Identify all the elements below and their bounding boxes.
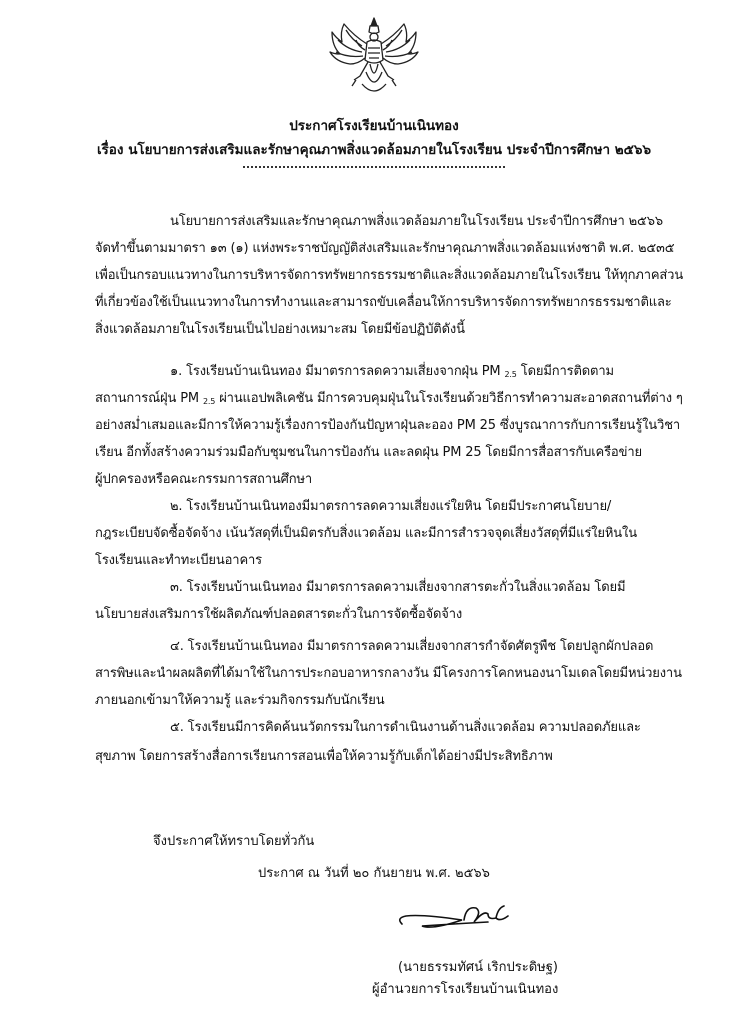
pm-subscript: 2.5	[202, 397, 216, 406]
item-1-line-4: เรียน อีกทั้งสร้างความร่วมมือกับชุมชนในการป้องกัน และลดฝุ่น PM 25 โดยมีการสื่อสารกับเครือข่าย	[95, 445, 642, 460]
intro-line-3: เพื่อเป็นกรอบแนวทางในการบริหารจัดการทรัพยากรธรรมชาติและสิ่งแวดล้อมภายในโรงเรียน ให้ทุกภาคส่วน	[95, 268, 684, 283]
announcement-subject: เรื่อง นโยบายการส่งเสริมและรักษาคุณภาพสิ่งแวดล้อมภายในโรงเรียน ประจำปีการศึกษา ๒๕๖๖	[96, 142, 652, 158]
item-1-line-5: ผู้ปกครองหรือคณะกรรมการสถานศึกษา	[95, 472, 313, 487]
intro-line-2: จัดทำขึ้นตามมาตรา ๑๓ (๑) แห่งพระราชบัญญัติส่งเสริมและรักษาคุณภาพสิ่งแวดล้อมแห่งชาติ พ.ศ. ๒๕๓๕	[95, 241, 675, 256]
dotted-divider	[243, 166, 505, 170]
garuda-emblem-icon	[326, 16, 422, 100]
item-1-line-2: สถานการณ์ฝุ่น PM $_{2.5}$ ผ่านแอปพลิเคชัน มีการควบคุมฝุ่นในโรงเรียนด้วยวิธีการทำความสะอาดสถานที่ต่าง ๆ	[95, 391, 683, 406]
item-2-line-2: กฎระเบียบจัดซื้อจัดจ้าง เน้นวัสดุที่เป็นมิตรกับสิ่งแวดล้อม และมีการสำรวจจุดเสี่ยงวัสดุที่มีแร่ใยหินใน	[95, 526, 637, 541]
item-1-line-3: อย่างสม่ำเสมอและมีการให้ความรู้เรื่องการป้องกันปัญหาฝุ่นละออง PM 25 ซึ่งบูรณาการกับการเรียนรู้ในวิชา	[95, 418, 681, 433]
item-1-line-1: ๑. โรงเรียนบ้านเนินทอง มีมาตรการลดความเสี่ยงจากฝุ่น PM $_{2.5}$ โดยมีการติดตาม	[170, 364, 614, 379]
signature-image	[392, 900, 522, 936]
closing-statement: จึงประกาศให้ทราบโดยทั่วกัน	[153, 834, 315, 849]
item-2-line-3: โรงเรียนและทำทะเบียนอาคาร	[95, 553, 262, 568]
item-5-line-2: สุขภาพ โดยการสร้างสื่อการเรียนการสอนเพื่อให้ความรู้กับเด็กได้อย่างมีประสิทธิภาพ	[95, 749, 553, 764]
pm-subscript: 2.5	[504, 370, 517, 379]
item-3-line-2: นโยบายส่งเสริมการใช้ผลิตภัณฑ์ปลอดสารตะกั่วในการจัดซื้อจัดจ้าง	[95, 607, 463, 622]
item-5-line-1: ๕. โรงเรียนมีการคิดค้นนวัตกรรมในการดำเนินงานด้านสิ่งแวดล้อม ความปลอดภัยและ	[170, 720, 641, 735]
signer-position: ผู้อำนวยการโรงเรียนบ้านเนินทอง	[372, 982, 559, 997]
item-3-line-1: ๓. โรงเรียนบ้านเนินทอง มีมาตรการลดความเสี่ยงจากสารตะกั่วในสิ่งแวดล้อม โดยมี	[170, 580, 626, 595]
announcement-title: ประกาศโรงเรียนบ้านเนินทอง	[289, 118, 459, 134]
intro-line-5: สิ่งแวดล้อมภายในโรงเรียนเป็นไปอย่างเหมาะสม โดยมีข้อปฏิบัติดังนี้	[95, 322, 465, 337]
item-4-line-1: ๔. โรงเรียนบ้านเนินทอง มีมาตรการลดความเสี่ยงจากสารกำจัดศัตรูพืช โดยปลูกผักปลอด	[170, 639, 654, 654]
item-4-line-2: สารพิษและนำผลผลิตที่ได้มาใช้ในการประกอบอาหารกลางวัน มีโครงการโคกหนองนาโมเดลโดยมีหน่วยงาน	[95, 666, 682, 681]
signer-name: (นายธรรมทัศน์ เริกประดิษฐ)	[398, 960, 558, 975]
item-4-line-3: ภายนอกเข้ามาให้ความรู้ และร่วมกิจกรรมกับนักเรียน	[95, 693, 385, 708]
item-2-line-1: ๒. โรงเรียนบ้านเนินทองมีมาตรการลดความเสี่ยงแร่ใยหิน โดยมีประกาศนโยบาย/	[170, 499, 612, 514]
announcement-date: ประกาศ ณ วันที่ ๒๐ กันยายน พ.ศ. ๒๕๖๖	[258, 866, 490, 881]
intro-line-4: ที่เกี่ยวข้องใช้เป็นแนวทางในการทำงานและสามารถขับเคลื่อนให้การบริหารจัดการทรัพยากรธรรมชาติและ	[95, 295, 672, 310]
intro-line-1: นโยบายการส่งเสริมและรักษาคุณภาพสิ่งแวดล้อมภายในโรงเรียน ประจำปีการศึกษา ๒๕๖๖	[170, 214, 663, 229]
